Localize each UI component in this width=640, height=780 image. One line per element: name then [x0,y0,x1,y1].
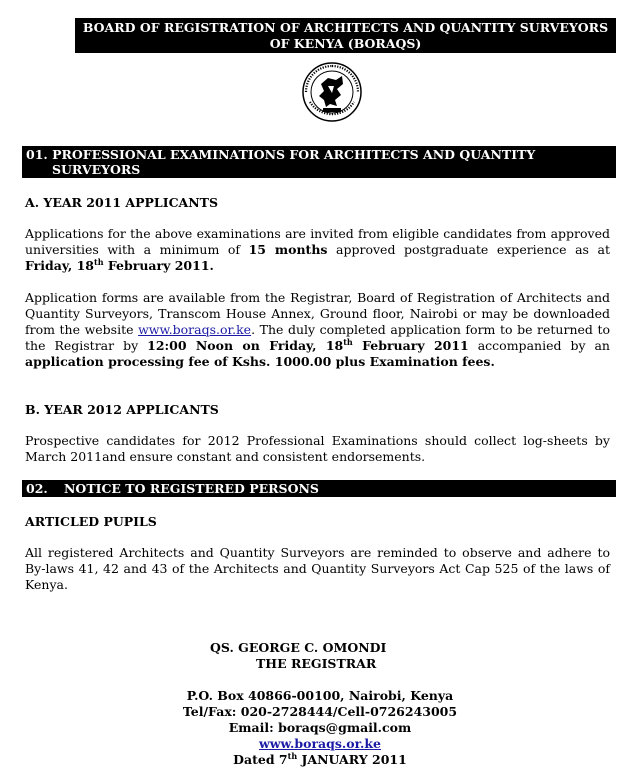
header-banner [75,18,616,53]
header-title-line1: BOARD OF REGISTRATION OF ARCHITECTS AND QUANTITY SURVEYORS [82,20,609,35]
header-title-line2: OF KENYA (BORAQS) [269,36,422,51]
registrar-title: THE REGISTRAR [256,656,377,671]
footer-website-link[interactable]: www.boraqs.or.ke [258,736,381,751]
section-02-title: NOTICE TO REGISTERED PERSONS [64,481,319,496]
section-01-title-line2: SURVEYORS [52,162,141,177]
subheading-articled-pupils: ARTICLED PUPILS [25,514,157,529]
paragraph-2012-logsheets: Prospective candidates for 2012 Professional Examinations should collect log-sheets by March 2011and ensure constant and consistent endorsements. [25,433,610,464]
signature-block [0,640,640,768]
section-02-number: 02. [26,481,48,496]
paragraph-bylaws: All registered Architects and Quantity Surveyors are reminded to observe and adhere to By-laws 41, 42 and 43 of the Architects and Quantity Surveyors Act Cap 525 of the laws of Kenya. [25,545,610,592]
registrar-name: QS. GEORGE C. OMONDI [210,640,387,655]
boraqs-seal-icon [302,62,362,122]
postal-address: P.O. Box 40866-00100, Nairobi, Kenya [186,688,454,703]
section-01-title-line1: 01. PROFESSIONAL EXAMINATIONS FOR ARCHITECTS AND QUANTITY [26,147,536,162]
paragraph-2011-eligibility: Applications for the above examinations are invited from eligible candidates from approved universities with a minimum of 15 months approved postgraduate experience as at Friday, 18th February 2011. [25,226,610,273]
website-link[interactable]: www.boraqs.or.ke [138,322,252,337]
dated-line: Dated 7th JANUARY 2011 [233,750,407,767]
subheading-year-2011: A. YEAR 2011 APPLICANTS [25,195,218,210]
tel-fax: Tel/Fax: 020-2728444/Cell-0726243005 [182,704,458,719]
paragraph-application-forms: Application forms are available from the Registrar, Board of Registration of Architects and Quantity Surveyors, Transcom House Annex, Ground floor, Nairobi or may be downloaded from the website www.boraqs.or.ke. The duly completed application form to be returned to the Registrar by 12:00 Noon on Friday, 18th February 2011 accompanied by an application processing fee of Kshs. 1000.00 plus Examination fees. [25,290,610,369]
email-address: Email: boraqs@gmail.com [228,720,412,735]
subheading-year-2012: B. YEAR 2012 APPLICANTS [25,402,219,417]
section-02-heading [22,480,616,497]
section-01-heading [22,146,616,178]
